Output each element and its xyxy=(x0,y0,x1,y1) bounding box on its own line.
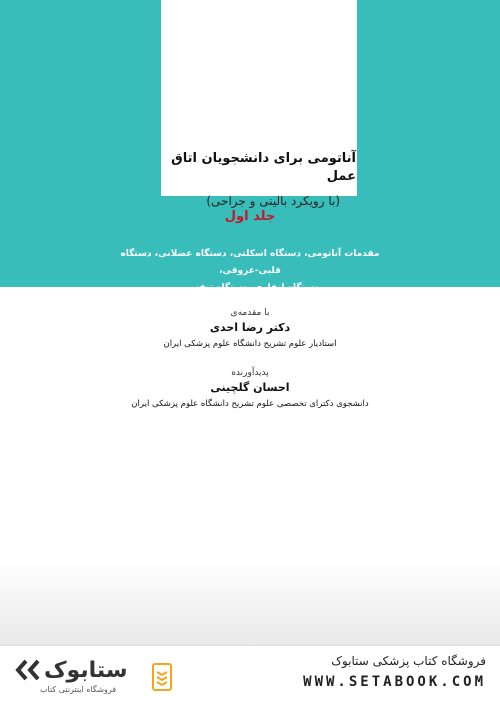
contents-line-2: دستگاه لنفاوی، دستگاه تنفسی xyxy=(181,283,319,293)
author-affiliation: دانشجوی دکترای تخصصی علوم تشریح دانشگاه علوم پزشکی ایران xyxy=(131,399,369,409)
title-block xyxy=(140,150,360,210)
logo-tagline: فروشگاه اینترنتی کتاب xyxy=(40,685,117,694)
store-name: فروشگاه کتاب پزشکی ستابوک xyxy=(331,654,486,668)
foreword-role: با مقدمه‌ی xyxy=(230,308,270,318)
volume-label: جلد اول xyxy=(224,209,276,224)
contents-line-1: مقدمات آناتومی، دستگاه اسکلتی، دستگاه عضلانی، دستگاه قلبی-عروقی، xyxy=(120,249,380,276)
credits-block xyxy=(100,306,400,412)
author-name: احسان گلچینی xyxy=(210,381,290,394)
book-stack-logo-icon xyxy=(152,662,172,692)
bottom-fade xyxy=(0,560,500,645)
contents-summary xyxy=(110,246,390,297)
store-url-link[interactable]: WWW.SETABOOK.COM xyxy=(303,674,486,690)
book-title: آناتومی برای دانشجویان اتاق عمل xyxy=(171,151,356,184)
setabook-logo[interactable] xyxy=(12,658,172,698)
author-role: پدیدآورنده xyxy=(231,368,269,378)
foreword-affiliation: استادیار علوم تشریح دانشگاه علوم پزشکی ایران xyxy=(163,339,337,349)
logo-wordmark: ستابوک xyxy=(44,658,128,683)
double-chevron-logo-icon xyxy=(12,658,42,682)
store-footer xyxy=(0,645,500,701)
foreword-name: دکتر رضا احدی xyxy=(209,321,291,334)
book-subtitle: (با رویکرد بالینی و جراحی) xyxy=(206,194,340,208)
